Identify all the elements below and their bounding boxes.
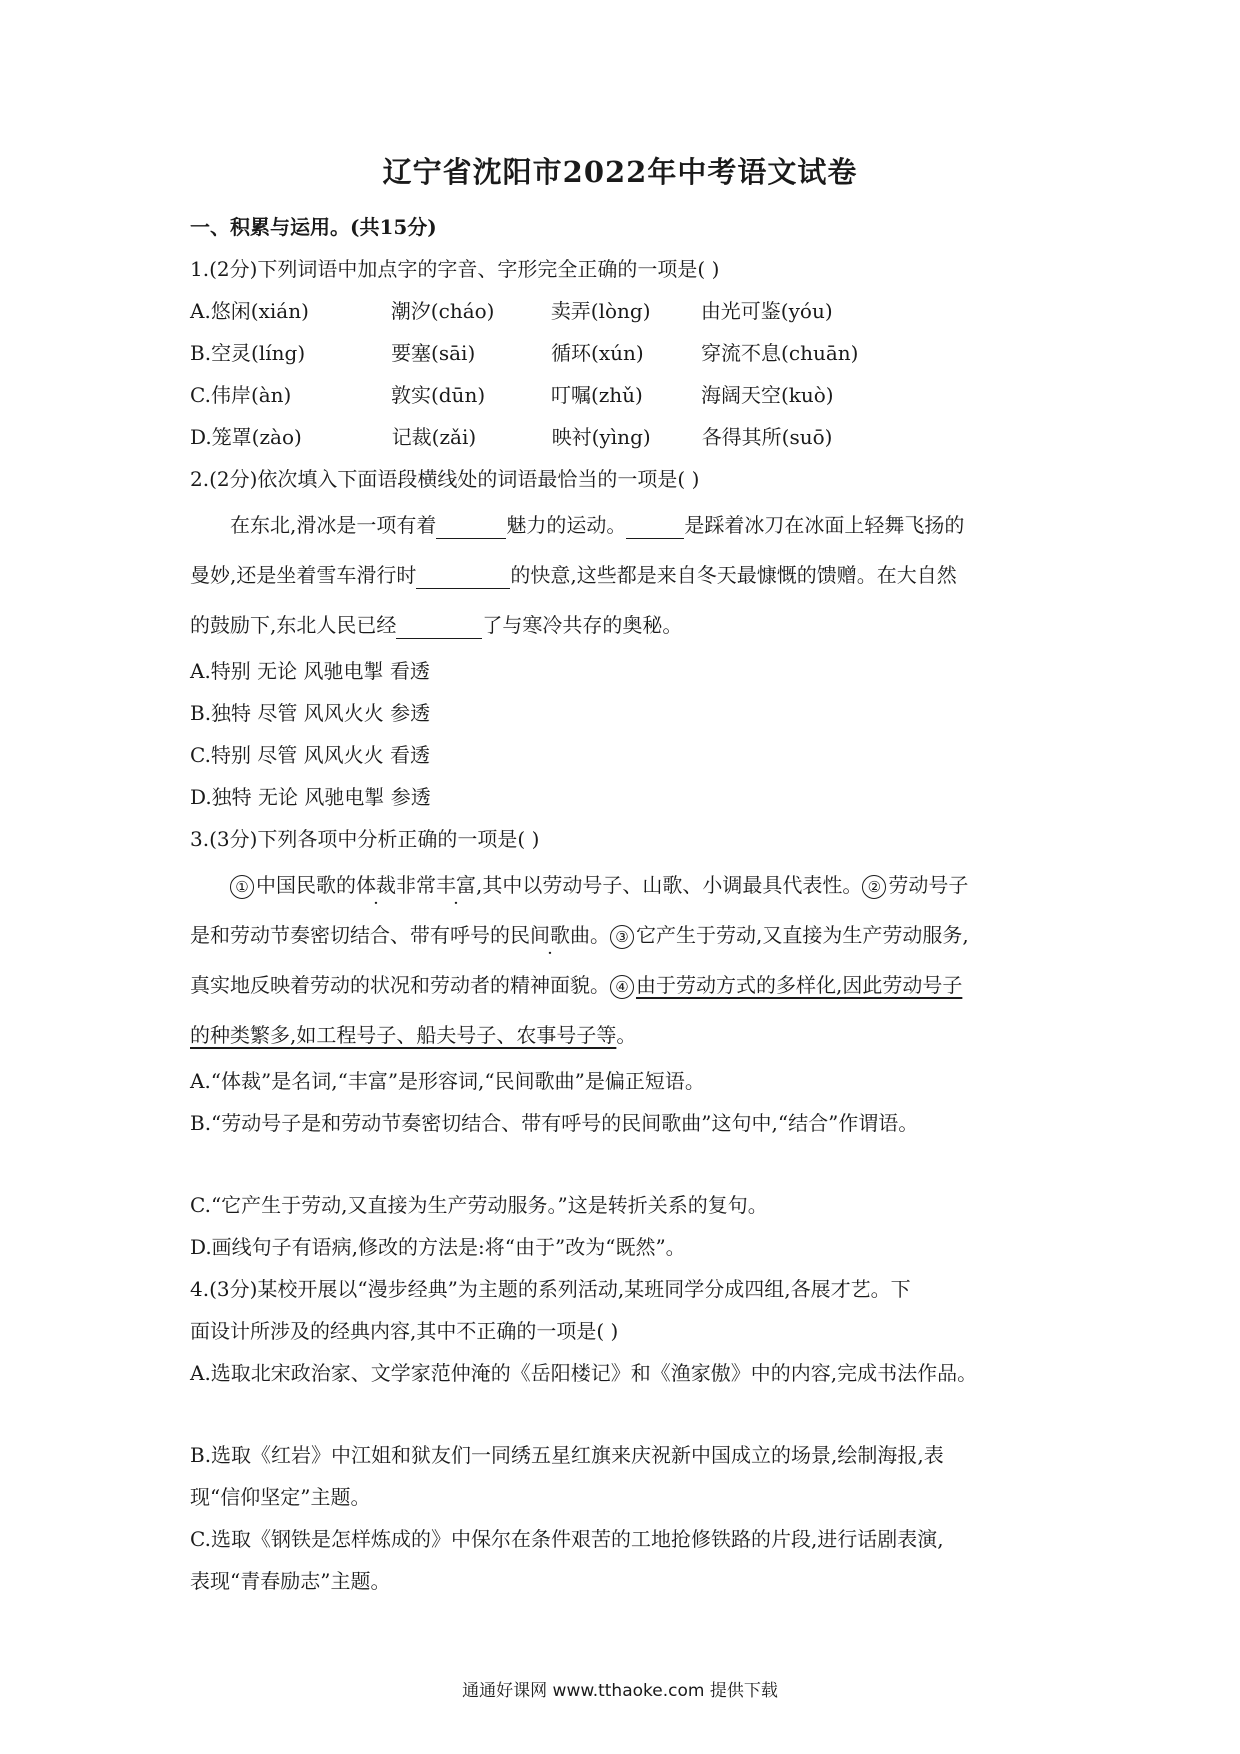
- circled-number: ②: [862, 875, 886, 899]
- fill-blank: [436, 514, 506, 539]
- underlined-sentence: 的种类繁多,如工程号子、船夫号子、农事号子等: [190, 1023, 617, 1047]
- circled-number: ④: [610, 975, 634, 999]
- underlined-sentence: 由于劳动方式的多样化,因此劳动号子: [636, 973, 963, 997]
- spacer: [190, 1144, 1060, 1184]
- spacer: [190, 1394, 1060, 1434]
- q4-option-a: A.选取北宋政治家、文学家范仲淹的《岳阳楼记》和《渔家傲》中的内容,完成书法作品。: [190, 1361, 978, 1385]
- fill-blank: [626, 514, 684, 539]
- circled-number: ③: [610, 925, 634, 949]
- q2-option-d: D.独特 无论 风驰电掣 参透: [190, 785, 431, 809]
- q3-option-a: A.“体裁”是名词,“丰富”是形容词,“民间歌曲”是偏正短语。: [190, 1069, 705, 1093]
- fill-blank: [396, 614, 482, 639]
- page-title: 辽宁省沈阳市2022年中考语文试卷: [382, 155, 858, 189]
- q4-option-c-line-1: C.选取《钢铁是怎样炼成的》中保尔在条件艰苦的工地抢修铁路的片段,进行话剧表演,: [190, 1527, 944, 1551]
- q1-option-a: A.悠闲(xián) 潮汐(cháo) 卖弄(lòng) 由光可鉴(yóu): [190, 299, 833, 323]
- q2-stem: 2.(2分)依次填入下面语段横线处的词语最恰当的一项是( ): [190, 467, 700, 491]
- q3-option-c: C.“它产生于劳动,又直接为生产劳动服务。”这是转折关系的复句。: [190, 1193, 768, 1217]
- q3-passage-line-2: 是和劳动节奏密切结合、带有呼号的民间歌曲。 ③ 它产生于劳动,又直接为生产劳动服务,: [190, 923, 969, 947]
- q2-option-c: C.特别 尽管 风风火火 看透: [190, 743, 431, 767]
- q3-option-b: B.“劳动号子是和劳动节奏密切结合、带有呼号的民间歌曲”这句中,“结合”作谓语。: [190, 1111, 919, 1135]
- page-footer: 通通好课网 www.tthaoke.com 提供下载: [462, 1681, 778, 1701]
- exam-content: [190, 206, 1060, 1602]
- q3-passage-line-1: ① 中国民歌的体裁非常丰富,其中以劳动号子、山歌、小调最具代表性。 ② 劳动号子: [190, 860, 1060, 910]
- q1-stem: 1.(2分)下列词语中加点字的字音、字形完全正确的一项是( ): [190, 257, 720, 281]
- q3-stem: 3.(3分)下列各项中分析正确的一项是( ): [190, 827, 540, 851]
- q3-passage-line-4: 的种类繁多,如工程号子、船夫号子、农事号子等。: [190, 1023, 637, 1047]
- q1-option-c: C.伟岸(àn) 敦实(dūn) 叮嘱(zhǔ) 海阔天空(kuò): [190, 383, 834, 407]
- fill-blank: [416, 564, 510, 589]
- q4-stem-line-1: 4.(3分)某校开展以“漫步经典”为主题的系列活动,某班同学分成四组,各展才艺。下: [190, 1277, 911, 1301]
- q2-option-a: A.特别 无论 风驰电掣 看透: [190, 659, 430, 683]
- q4-option-b-line-2: 现“信仰坚定”主题。: [190, 1485, 371, 1509]
- q3-passage-line-3: 真实地反映着劳动的状况和劳动者的精神面貌。 ④ 由于劳动方式的多样化,因此劳动号子: [190, 973, 963, 997]
- q2-option-b: B.独特 尽管 风风火火 参透: [190, 701, 431, 725]
- q2-passage-line-1: 在东北,滑冰是一项有着 魅力的运动。 是踩着冰刀在冰面上轻舞飞扬的: [230, 513, 965, 537]
- q1-option-d: D.笼罩(zào) 记裁(zǎi) 映衬(yìng) 各得其所(suō): [190, 425, 833, 449]
- q4-stem-line-2: 面设计所涉及的经典内容,其中不正确的一项是( ): [190, 1319, 619, 1343]
- circled-number: ①: [230, 875, 254, 899]
- section-heading: 一、积累与运用。(共15分): [190, 215, 437, 239]
- q3-option-d: D.画线句子有语病,修改的方法是:将“由于”改为“既然”。: [190, 1235, 686, 1259]
- q1-option-b: B.空灵(líng) 要塞(sāi) 循环(xún) 穿流不息(chuān): [190, 341, 859, 365]
- q2-passage-line-2: 曼妙,还是坐着雪车滑行时 的快意,这些都是来自冬天最慷慨的馈赠。在大自然: [190, 563, 957, 587]
- q4-option-c-line-2: 表现“青春励志”主题。: [190, 1569, 391, 1593]
- q2-passage-line-3: 的鼓励下,东北人民已经 了与寒冷共存的奥秘。: [190, 613, 683, 637]
- q4-option-b-line-1: B.选取《红岩》中江姐和狱友们一同绣五星红旗来庆祝新中国成立的场景,绘制海报,表: [190, 1443, 944, 1467]
